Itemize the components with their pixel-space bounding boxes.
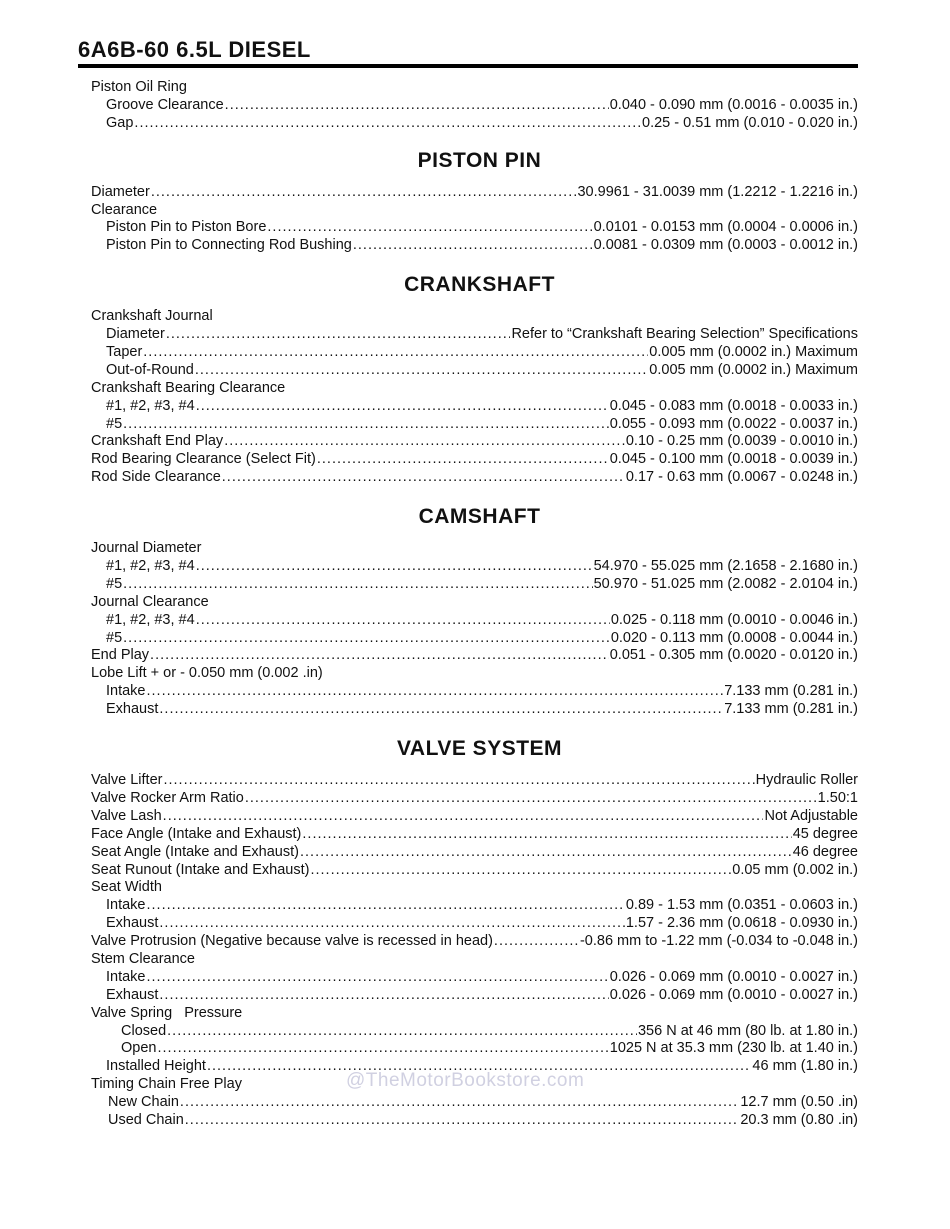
spec-heading: Stem Clearance	[91, 950, 195, 967]
spec-heading: Piston Oil Ring	[91, 79, 187, 95]
spec-row: Rod Bearing Clearance (Select Fit) ..... 0.045 - 0.100 mm (0.0018 - 0.0039 in.)	[91, 451, 858, 469]
page-title: 6A6B-60 6.5L DIESEL	[78, 37, 311, 62]
spec-row: Valve Lifter ..... Hydraulic Roller	[91, 772, 858, 790]
spec-heading: Crankshaft Journal	[91, 308, 213, 325]
section-crankshaft	[91, 271, 858, 487]
watermark-text: @TheMotorBookstore.com	[346, 1070, 585, 1091]
spec-row: Piston Pin to Piston Bore ..... 0.0101 - 0.0153 mm (0.0004 - 0.0006 in.)	[91, 219, 858, 237]
spec-row: Exhaust ..... 7.133 mm (0.281 in.)	[91, 701, 858, 719]
spec-heading: Crankshaft Bearing Clearance	[91, 379, 286, 396]
spec-row: Valve Rocker Arm Ratio ..... 1.50:1	[91, 790, 858, 808]
spec-row: #5 ..... 0.020 - 0.113 mm (0.0008 - 0.0044 in.)	[91, 630, 858, 648]
spec-heading: Clearance	[91, 201, 158, 218]
spec-row: Installed Height ..... 46 mm (1.80 in.)	[91, 1058, 858, 1076]
spec-row: #5 ..... 0.055 - 0.093 mm (0.0022 - 0.0037 in.)	[91, 416, 858, 434]
section-camshaft	[91, 503, 858, 719]
spec-row: Valve Protrusion (Negative because valve is recessed in head) ..... -0.86 mm to -1.22 mm (-0.034 to -0.048 in.)	[91, 933, 858, 951]
spec-row: Diameter ..... 30.9961 - 31.0039 mm (1.2212 - 1.2216 in.)	[91, 184, 858, 202]
spec-row: Exhaust ..... 0.026 - 0.069 mm (0.0010 - 0.0027 in.)	[91, 987, 858, 1005]
spec-row: #5 ..... 50.970 - 51.025 mm (2.0082 - 2.0104 in.)	[91, 576, 858, 594]
section-title: VALVE SYSTEM	[396, 737, 563, 761]
spec-row: Open ..... 1025 N at 35.3 mm (230 lb. at 1.40 in.)	[91, 1040, 858, 1058]
spec-row: Valve Lash ..... Not Adjustable	[91, 808, 858, 826]
spec-content	[91, 79, 858, 1130]
spec-row: Intake ..... 0.026 - 0.069 mm (0.0010 - 0.0027 in.)	[91, 969, 858, 987]
spec-row: Closed ..... 356 N at 46 mm (80 lb. at 1.80 in.)	[91, 1023, 858, 1041]
spec-row: Seat Angle (Intake and Exhaust) ..... 46 degree	[91, 844, 858, 862]
spec-row: Taper ..... 0.005 mm (0.0002 in.) Maximum	[91, 344, 858, 362]
spec-heading: Seat Width	[91, 879, 162, 896]
section-title: CRANKSHAFT	[404, 273, 555, 297]
spec-heading: Valve Spring Pressure	[91, 1004, 243, 1021]
page-header	[78, 38, 858, 68]
spec-row: Diameter ..... Refer to “Crankshaft Bearing Selection” Specifications	[91, 326, 858, 344]
spec-row: Groove Clearance ..... 0.040 - 0.090 mm (0.0016 - 0.0035 in.)	[91, 97, 858, 115]
spec-row: #1, #2, #3, #4 ..... 54.970 - 55.025 mm (2.1658 - 2.1680 in.)	[91, 558, 858, 576]
section-piston-pin	[91, 147, 858, 256]
spec-row: #1, #2, #3, #4 ..... 0.025 - 0.118 mm (0.0010 - 0.0046 in.)	[91, 612, 858, 630]
spec-heading: Timing Chain Free Play	[91, 1076, 242, 1093]
spec-heading: Lobe Lift + or - 0.050 mm (0.002 .in)	[91, 665, 323, 682]
spec-row: Face Angle (Intake and Exhaust) ..... 45 degree	[91, 826, 858, 844]
spec-row: #1, #2, #3, #4 ..... 0.045 - 0.083 mm (0.0018 - 0.0033 in.)	[91, 398, 858, 416]
spec-row: New Chain ..... 12.7 mm (0.50 .in)	[91, 1094, 858, 1112]
spec-row: Piston Pin to Connecting Rod Bushing ..... 0.0081 - 0.0309 mm (0.0003 - 0.0012 in.)	[91, 237, 858, 255]
section-piston-oil-ring	[91, 79, 858, 133]
spec-row: Rod Side Clearance ..... 0.17 - 0.63 mm (0.0067 - 0.0248 in.)	[91, 469, 858, 487]
section-title: CAMSHAFT	[418, 505, 541, 529]
spec-row: Intake ..... 7.133 mm (0.281 in.)	[91, 683, 858, 701]
spec-row: Seat Runout (Intake and Exhaust) ..... 0.05 mm (0.002 in.)	[91, 862, 858, 880]
spec-row: Crankshaft End Play ..... 0.10 - 0.25 mm (0.0039 - 0.0010 in.)	[91, 433, 858, 451]
spec-heading: Journal Diameter	[91, 540, 202, 557]
spec-heading: Journal Clearance	[91, 593, 209, 610]
spec-row: Exhaust ..... 1.57 - 2.36 mm (0.0618 - 0.0930 in.)	[91, 915, 858, 933]
spec-row: End Play ..... 0.051 - 0.305 mm (0.0020 - 0.0120 in.)	[91, 647, 858, 665]
spec-row: Intake ..... 0.89 - 1.53 mm (0.0351 - 0.0603 in.)	[91, 897, 858, 915]
spec-row: Used Chain ..... 20.3 mm (0.80 .in)	[91, 1112, 858, 1130]
spec-row: Gap ..... 0.25 - 0.51 mm (0.010 - 0.020 in.)	[91, 115, 858, 133]
spec-row: Out-of-Round ..... 0.005 mm (0.0002 in.) Maximum	[91, 362, 858, 380]
section-title: PISTON PIN	[417, 148, 542, 172]
